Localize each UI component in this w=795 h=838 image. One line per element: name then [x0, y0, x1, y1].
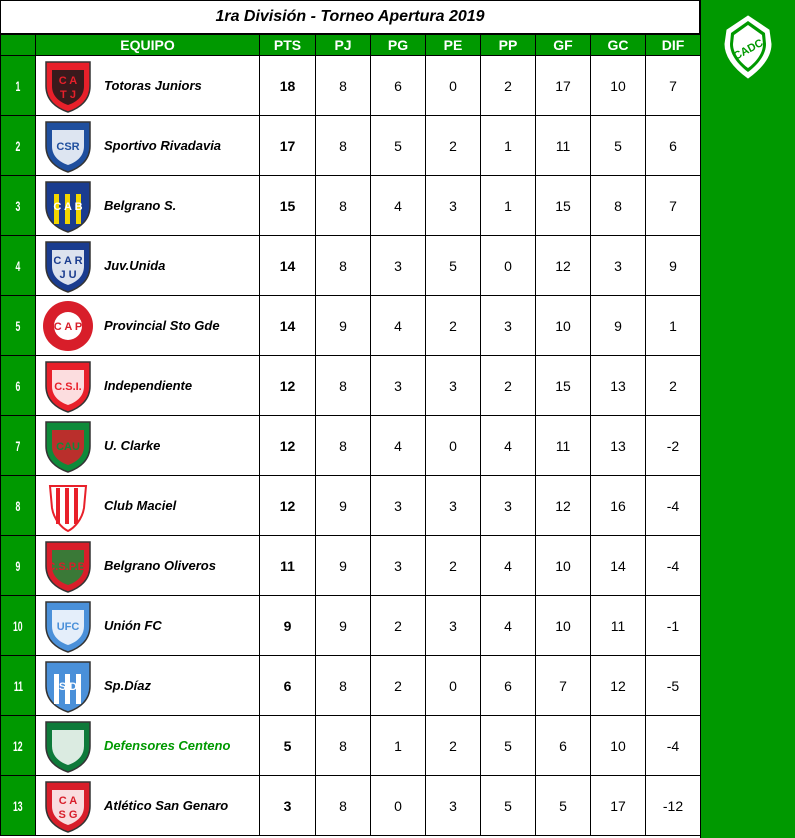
team-badge-icon: [40, 238, 96, 294]
team-badge-icon: [40, 118, 96, 174]
badge-text-top: C.S.I.: [54, 380, 82, 393]
table-row: [1, 776, 701, 836]
team-cell: [36, 716, 260, 776]
badge-text-bottom: J U: [59, 268, 77, 281]
goals-against-cell: 8: [591, 176, 646, 236]
goals-against-cell: 10: [591, 716, 646, 776]
table-row: [1, 416, 701, 476]
played-cell: 8: [316, 656, 371, 716]
team-name: Juv.Unida: [104, 258, 166, 273]
goal-diff-cell: -5: [646, 656, 701, 716]
played-cell: 9: [316, 596, 371, 656]
team-badge-icon: [40, 718, 96, 774]
team-wrap: [40, 537, 259, 595]
goal-diff-cell: 2: [646, 356, 701, 416]
goal-diff-cell: -4: [646, 536, 701, 596]
position-cell: [1, 476, 36, 536]
position-cell: [1, 416, 36, 476]
team-wrap: [40, 117, 259, 175]
won-cell: 0: [371, 776, 426, 836]
team-name: Unión FC: [104, 618, 162, 633]
played-cell: 9: [316, 296, 371, 356]
table-row: [1, 176, 701, 236]
goals-for-cell: 17: [536, 56, 591, 116]
goal-diff-cell: 9: [646, 236, 701, 296]
goals-for-cell: 7: [536, 656, 591, 716]
position-number: 4: [15, 257, 21, 274]
team-wrap: [40, 357, 259, 415]
played-cell: 9: [316, 476, 371, 536]
won-cell: 3: [371, 236, 426, 296]
badge-text-top: C A P: [53, 320, 83, 333]
col-header-dif: DIF: [646, 35, 701, 56]
lost-cell: 5: [481, 716, 536, 776]
badge-text-top: C.S.P.B.: [47, 560, 89, 573]
position-cell: [1, 716, 36, 776]
team-wrap: [40, 237, 259, 295]
team-cell: [36, 776, 260, 836]
goals-for-cell: 6: [536, 716, 591, 776]
standings-table: [0, 34, 701, 836]
team-cell: [36, 296, 260, 356]
played-cell: 8: [316, 716, 371, 776]
position-cell: [1, 356, 36, 416]
position-number: 11: [13, 677, 23, 694]
won-cell: 2: [371, 596, 426, 656]
goals-against-cell: 13: [591, 356, 646, 416]
badge-text-top: CSR: [56, 140, 80, 153]
goals-for-cell: 11: [536, 116, 591, 176]
points-cell: 11: [260, 536, 316, 596]
lost-cell: 4: [481, 536, 536, 596]
col-header-gf: GF: [536, 35, 591, 56]
position-number: 3: [15, 197, 21, 214]
drawn-cell: 0: [426, 56, 481, 116]
team-name: Atlético San Genaro: [104, 798, 229, 813]
team-name: Sportivo Rivadavia: [104, 138, 222, 153]
table-row: [1, 116, 701, 176]
team-cell: [36, 176, 260, 236]
team-badge-icon: [40, 478, 96, 534]
drawn-cell: 3: [426, 176, 481, 236]
goals-for-cell: 12: [536, 476, 591, 536]
lost-cell: 3: [481, 296, 536, 356]
club-logo-text: CADC: [731, 37, 766, 63]
goals-for-cell: 15: [536, 176, 591, 236]
goals-against-cell: 11: [591, 596, 646, 656]
goal-diff-cell: -12: [646, 776, 701, 836]
drawn-cell: 2: [426, 536, 481, 596]
points-cell: 9: [260, 596, 316, 656]
lost-cell: 2: [481, 56, 536, 116]
drawn-cell: 0: [426, 656, 481, 716]
team-name: Belgrano S.: [104, 198, 177, 213]
goals-for-cell: 10: [536, 296, 591, 356]
played-cell: 8: [316, 416, 371, 476]
goals-against-cell: 3: [591, 236, 646, 296]
position-number: 6: [15, 377, 21, 394]
goals-against-cell: 13: [591, 416, 646, 476]
goals-against-cell: 5: [591, 116, 646, 176]
points-cell: 17: [260, 116, 316, 176]
team-wrap: [40, 177, 259, 235]
team-name: U. Clarke: [104, 438, 161, 453]
lost-cell: 0: [481, 236, 536, 296]
goal-diff-cell: 1: [646, 296, 701, 356]
team-wrap: [40, 597, 259, 655]
played-cell: 8: [316, 116, 371, 176]
table-row: [1, 296, 701, 356]
team-wrap: [40, 777, 259, 835]
position-cell: [1, 536, 36, 596]
col-header-pe: PE: [426, 35, 481, 56]
team-badge-icon: [40, 538, 96, 594]
points-cell: 14: [260, 296, 316, 356]
drawn-cell: 3: [426, 476, 481, 536]
col-header-team: EQUIPO: [36, 35, 260, 56]
played-cell: 9: [316, 536, 371, 596]
won-cell: 5: [371, 116, 426, 176]
badge-text-top: C A B: [53, 200, 83, 213]
points-cell: 12: [260, 356, 316, 416]
drawn-cell: 2: [426, 116, 481, 176]
position-cell: [1, 116, 36, 176]
played-cell: 8: [316, 236, 371, 296]
goals-against-cell: 9: [591, 296, 646, 356]
points-cell: 14: [260, 236, 316, 296]
won-cell: 3: [371, 476, 426, 536]
team-cell: [36, 236, 260, 296]
won-cell: 3: [371, 536, 426, 596]
won-cell: 6: [371, 56, 426, 116]
goals-for-cell: 10: [536, 596, 591, 656]
points-cell: 5: [260, 716, 316, 776]
team-badge-icon: [40, 418, 96, 474]
won-cell: 1: [371, 716, 426, 776]
lost-cell: 2: [481, 356, 536, 416]
table-row: [1, 356, 701, 416]
drawn-cell: 0: [426, 416, 481, 476]
won-cell: 4: [371, 416, 426, 476]
goal-diff-cell: -2: [646, 416, 701, 476]
team-name: Sp.Díaz: [104, 678, 151, 693]
position-number: 5: [15, 317, 21, 334]
goals-for-cell: 10: [536, 536, 591, 596]
points-cell: 12: [260, 476, 316, 536]
badge-text-bottom: S G: [58, 808, 78, 821]
table-row: [1, 476, 701, 536]
table-row: [1, 56, 701, 116]
team-badge-icon: [40, 58, 96, 114]
drawn-cell: 2: [426, 716, 481, 776]
team-cell: [36, 356, 260, 416]
team-badge-icon: [40, 298, 96, 354]
points-cell: 15: [260, 176, 316, 236]
team-cell: [36, 536, 260, 596]
played-cell: 8: [316, 356, 371, 416]
drawn-cell: 2: [426, 296, 481, 356]
points-cell: 12: [260, 416, 316, 476]
team-cell: [36, 656, 260, 716]
points-cell: 6: [260, 656, 316, 716]
team-name: Defensores Centeno: [104, 738, 231, 753]
team-badge-icon: [40, 358, 96, 414]
won-cell: 4: [371, 176, 426, 236]
position-cell: [1, 176, 36, 236]
position-cell: [1, 596, 36, 656]
goals-for-cell: 12: [536, 236, 591, 296]
col-header-gc: GC: [591, 35, 646, 56]
position-cell: [1, 776, 36, 836]
goals-for-cell: 5: [536, 776, 591, 836]
goals-against-cell: 10: [591, 56, 646, 116]
team-wrap: [40, 717, 259, 775]
position-number: 7: [15, 437, 21, 454]
team-name: Totoras Juniors: [104, 78, 202, 93]
col-header-pg: PG: [371, 35, 426, 56]
goals-against-cell: 12: [591, 656, 646, 716]
team-badge-icon: [40, 598, 96, 654]
won-cell: 4: [371, 296, 426, 356]
played-cell: 8: [316, 56, 371, 116]
table-row: [1, 716, 701, 776]
position-cell: [1, 656, 36, 716]
team-cell: [36, 56, 260, 116]
drawn-cell: 5: [426, 236, 481, 296]
badge-text-bottom: T J: [60, 88, 76, 101]
goal-diff-cell: -4: [646, 716, 701, 776]
drawn-cell: 3: [426, 596, 481, 656]
position-number: 12: [13, 737, 23, 754]
col-header-pj: PJ: [316, 35, 371, 56]
page-title: 1ra División - Torneo Apertura 2019: [0, 0, 700, 34]
table-row: [1, 536, 701, 596]
badge-text-top: UFC: [56, 620, 80, 633]
badge-text-top: C A R: [53, 254, 83, 267]
goal-diff-cell: 7: [646, 176, 701, 236]
goals-for-cell: 15: [536, 356, 591, 416]
team-cell: [36, 416, 260, 476]
team-wrap: [40, 657, 259, 715]
played-cell: 8: [316, 176, 371, 236]
lost-cell: 5: [481, 776, 536, 836]
col-header-pp: PP: [481, 35, 536, 56]
club-shield-icon: [715, 14, 781, 80]
lost-cell: 6: [481, 656, 536, 716]
team-badge-icon: [40, 658, 96, 714]
header-row: [1, 35, 701, 56]
badge-text-top: C A: [58, 74, 78, 87]
position-number: 8: [15, 497, 21, 514]
goals-against-cell: 16: [591, 476, 646, 536]
lost-cell: 4: [481, 596, 536, 656]
position-number: 10: [13, 617, 23, 634]
position-number: 1: [15, 77, 21, 94]
table-row: [1, 656, 701, 716]
won-cell: 2: [371, 656, 426, 716]
team-wrap: [40, 297, 259, 355]
badge-text-top: S D: [58, 680, 78, 693]
team-name: Belgrano Oliveros: [104, 558, 216, 573]
standings-body: [1, 56, 701, 836]
team-wrap: [40, 417, 259, 475]
lost-cell: 1: [481, 116, 536, 176]
position-number: 9: [15, 557, 21, 574]
position-cell: [1, 236, 36, 296]
team-wrap: [40, 477, 259, 535]
played-cell: 8: [316, 776, 371, 836]
team-name: Club Maciel: [104, 498, 177, 513]
position-number: 13: [13, 797, 23, 814]
drawn-cell: 3: [426, 356, 481, 416]
points-cell: 18: [260, 56, 316, 116]
side-panel: [700, 0, 795, 838]
goals-for-cell: 11: [536, 416, 591, 476]
goal-diff-cell: 7: [646, 56, 701, 116]
position-number: 2: [15, 137, 21, 154]
table-row: [1, 596, 701, 656]
position-cell: [1, 296, 36, 356]
team-name: Independiente: [104, 378, 193, 393]
points-cell: 3: [260, 776, 316, 836]
goal-diff-cell: 6: [646, 116, 701, 176]
goals-against-cell: 14: [591, 536, 646, 596]
team-wrap: [40, 57, 259, 115]
badge-text-top: CAU: [56, 440, 80, 453]
table-row: [1, 236, 701, 296]
goal-diff-cell: -1: [646, 596, 701, 656]
lost-cell: 3: [481, 476, 536, 536]
position-cell: [1, 56, 36, 116]
team-cell: [36, 596, 260, 656]
lost-cell: 1: [481, 176, 536, 236]
team-badge-icon: [40, 178, 96, 234]
badge-text-top: C A: [58, 794, 78, 807]
team-cell: [36, 116, 260, 176]
goal-diff-cell: -4: [646, 476, 701, 536]
goals-against-cell: 17: [591, 776, 646, 836]
team-cell: [36, 476, 260, 536]
team-badge-icon: [40, 778, 96, 834]
drawn-cell: 3: [426, 776, 481, 836]
col-header-pts: PTS: [260, 35, 316, 56]
won-cell: 3: [371, 356, 426, 416]
lost-cell: 4: [481, 416, 536, 476]
col-header-pos: [1, 35, 36, 56]
team-name: Provincial Sto Gde: [104, 318, 220, 333]
